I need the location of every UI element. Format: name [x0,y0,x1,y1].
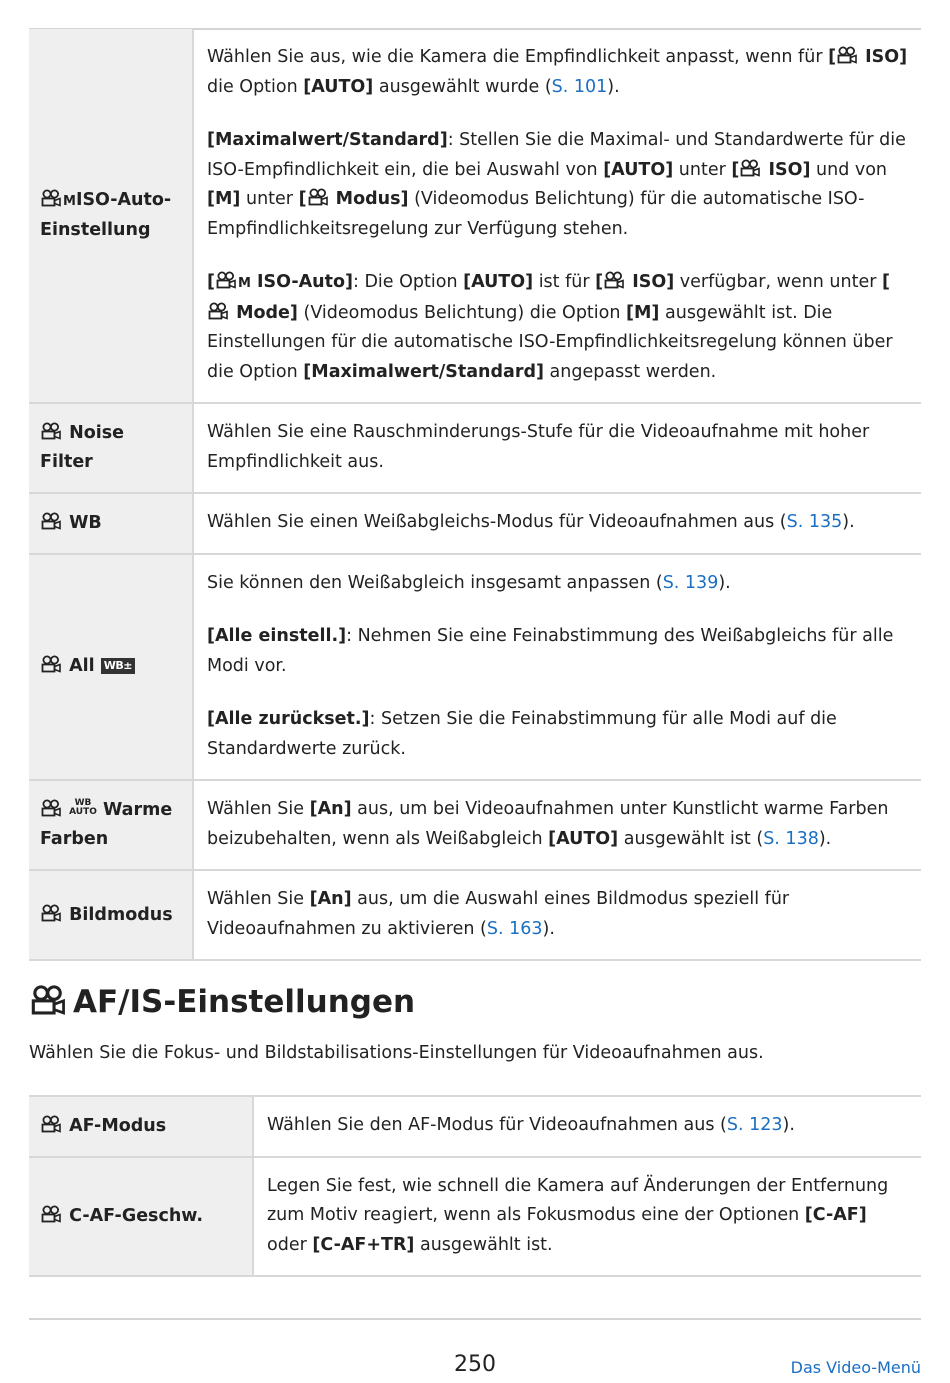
row-label: All WB± [29,554,193,781]
page-link[interactable]: S. 163 [486,918,543,939]
section-link[interactable]: Das Video-Menü [790,1358,921,1377]
page-number: 250 [454,1352,496,1377]
movie-icon [40,1115,62,1133]
table-row [29,493,921,554]
table-row [29,870,921,960]
movie-icon [307,188,329,206]
page-link[interactable]: S. 135 [786,512,843,532]
movie-icon [40,1205,62,1223]
wb-auto-icon: WB AUTO [69,798,97,817]
movie-icon [739,159,761,177]
movie-icon [40,422,62,440]
page-link[interactable]: S. 139 [662,572,719,593]
row-label: Noise Filter [29,403,193,493]
movie-icon [836,46,858,64]
row-label: AF-Modus [29,1096,253,1157]
movie-icon [40,799,62,817]
table-row [29,29,921,403]
table-row [29,1096,921,1157]
page-link[interactable]: S. 138 [763,828,819,849]
movie-icon [40,189,62,207]
row-label: C-AF-Geschw. [29,1157,253,1277]
movie-icon [215,271,237,289]
row-description: Wählen Sie den AF-Modus für Videoaufnahmen aus (S. 123). [253,1096,921,1157]
row-label: WB [29,493,193,554]
row-label: MISO-Auto-Einstellung [29,29,193,403]
row-description: Legen Sie fest, wie schnell die Kamera auf Änderungen der Entfernung zum Motiv reagiert, wenn als Fokusmodus eine der Optionen [C-AF] oder [C-AF+TR] ausgewählt ist. [253,1157,921,1277]
movie-icon [40,655,62,673]
row-label: WB AUTO Warme Farben [29,780,193,870]
movie-icon [29,984,67,1016]
page-link[interactable]: S. 101 [551,76,608,97]
movie-icon [40,904,62,922]
row-description: Wählen Sie eine Rauschminderungs-Stufe für die Videoaufnahme mit hoher Empfindlichkeit aus. [193,403,921,493]
table-row [29,1157,921,1277]
row-description: Wählen Sie [An] aus, um bei Videoaufnahmen unter Kunstlicht warme Farben beizubehalten, wenn als Weißabgleich [AUTO] ausgewählt ist (S. 138). [193,780,921,870]
m-mode-label: M [63,194,76,209]
section-heading: AF/IS-Einstellungen [29,980,415,1024]
section-intro: Wählen Sie die Fokus- und Bildstabilisations-Einstellungen für Videoaufnahmen aus. [29,1043,764,1063]
row-description: Wählen Sie [An] aus, um die Auswahl eines Bildmodus speziell für Videoaufnahmen zu aktivieren (S. 163). [193,870,921,960]
row-description: Sie können den Weißabgleich insgesamt anpassen (S. 139). [Alle einstell.]: Nehmen Sie eine Feinabstimmung des Weißabgleichs für alle Modi vor. [Alle zurückset.]: Setzen Sie die Feinabstimmung für alle Modi auf die Standardwerte zurück. [193,554,921,781]
wb-adjust-icon: WB± [101,658,135,674]
table-row [29,554,921,781]
page-link[interactable]: S. 123 [726,1115,783,1135]
row-label: Bildmodus [29,870,193,960]
row-description: Wählen Sie aus, wie die Kamera die Empfindlichkeit anpasst, wenn für [ ISO] die Option [AUTO] ausgewählt wurde (S. 101). [Maximalwert/Standard]: Stellen Sie die Maximal- und Standardwerte für die ISO-Empfindlichkeit ein, die bei Auswahl von [AUTO] unter [ ISO] und von [M] unter [ Modus] (Videomodus Belichtung) für die automatische ISO-Empfindlichkeitsregelung zur Verfügung stehen. [ M ISO-Auto]: Die Option [AUTO] ist für [ ISO] verfügbar, wenn unter [ Mode] (Videomodus Belichtung) die Option [M] ausgewählt ist. Die Einstellungen für die automatische ISO-Empfindlichkeitsregelung können über die Option [Maximalwert/Standard] angepasst werden. [193,29,921,403]
table-row [29,780,921,870]
settings-table-2 [29,1095,921,1277]
movie-icon [207,302,229,320]
movie-icon [40,512,62,530]
table-row [29,403,921,493]
row-description: Wählen Sie einen Weißabgleichs-Modus für Videoaufnahmen aus (S. 135). [193,493,921,554]
settings-table-1 [29,29,921,961]
bottom-rule [29,1318,921,1320]
movie-icon [603,271,625,289]
